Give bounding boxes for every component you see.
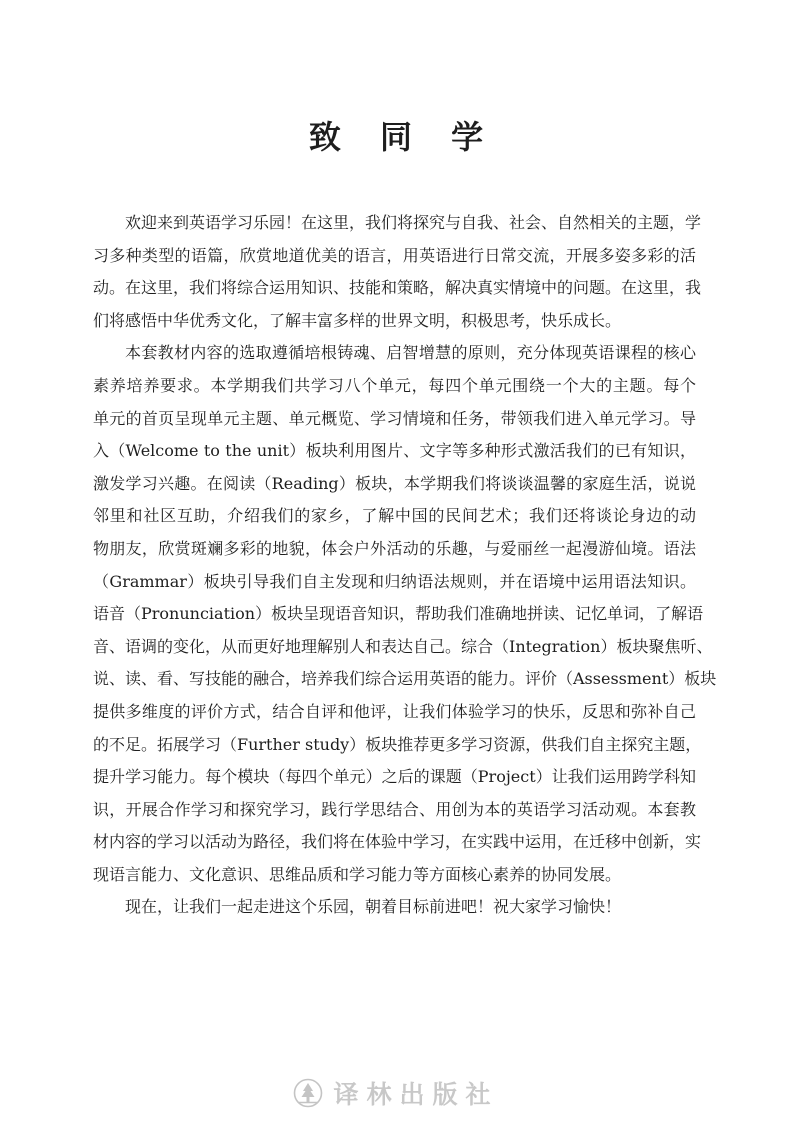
paragraph-2-line-4: 入（Welcome to the unit）板块利用图片、文字等多种形式激活我们的已有知识， [93, 441, 696, 461]
paragraph-2-line-1: 本套教材内容的选取遵循培根铸魂、启智增慧的原则，充分体现英语课程的核心 [125, 343, 696, 363]
paragraph-2-line-17: 现语言能力、文化意识、思维品质和学习能力等方面核心素养的协同发展。 [93, 864, 622, 884]
paragraph-2-line-9: 语音（Pronunciation）板块呈现语音知识，帮助我们准确地拼读、记忆单词，了解语 [93, 604, 704, 624]
paragraph-2-line-8: （Grammar）板块引导我们自主发现和归纳语法规则，并在语境中运用语法知识。 [93, 571, 696, 591]
paragraph-1-line-1: 欢迎来到英语学习乐园！在这里，我们将探究与自我、社会、自然相关的主题，学 [125, 213, 702, 232]
paragraph-2-line-6: 邻里和社区互助，介绍我们的家乡，了解中国的民间艺术；我们还将谈论身边的动 [93, 506, 696, 526]
publisher-name: 译林出版社 [333, 1080, 499, 1109]
paragraph-2-line-3: 单元的首页呈现单元主题、单元概览、学习情境和任务，带领我们进入单元学习。导 [93, 408, 696, 428]
letter-body [93, 207, 717, 924]
paragraph-2-line-12: 提供多维度的评价方式，结合自评和他评，让我们体验学习的快乐，反思和弥补自己 [93, 701, 696, 721]
paragraph-1-line-2: 习多种类型的语篇，欣赏地道优美的语言，用英语进行日常交流，开展多姿多彩的活 [93, 245, 696, 265]
paragraph-2-line-15: 识，开展合作学习和探究学习，践行学思结合、用创为本的英语学习活动观。本套教 [93, 799, 696, 819]
paragraph-2-line-2: 素养培养要求。本学期我们共学习八个单元，每四个单元围绕一个大的主题。每个 [93, 375, 696, 395]
paragraph-1-line-3: 动。在这里，我们将综合运用知识、技能和策略，解决真实情境中的问题。在这里，我 [93, 278, 702, 298]
paragraph-2-line-14: 提升学习能力。每个模块（每四个单元）之后的课题（Project）让我们运用跨学科知 [93, 767, 696, 787]
paragraph-2-line-11: 说、读、看、写技能的融合，培养我们综合运用英语的能力。评价（Assessment）板块 [93, 669, 717, 689]
paragraph-2-line-16: 材内容的学习以活动为路径，我们将在体验中学习，在实践中运用，在迁移中创新，实 [93, 832, 702, 852]
page-title: 致 同 学 [308, 118, 498, 156]
paragraph-1-line-4: 们将感悟中华优秀文化，了解丰富多样的世界文明，积极思考，快乐成长。 [93, 310, 622, 330]
publisher-forest-logo-icon [293, 1078, 323, 1108]
paragraph-2-line-10: 音、语调的变化，从而更好地理解别人和表达自己。综合（Integration）板块聚焦听、 [93, 636, 713, 656]
paragraph-2-line-7: 物朋友，欣赏斑斓多彩的地貌，体会户外活动的乐趣，与爱丽丝一起漫游仙境。语法 [93, 538, 696, 558]
publisher-footer [0, 1076, 792, 1110]
paragraph-2-line-13: 的不足。拓展学习（Further study）板块推荐更多学习资源，供我们自主探究主题， [93, 734, 702, 754]
paragraph-2-line-5: 激发学习兴趣。在阅读（Reading）板块，本学期我们将谈谈温馨的家庭生活，说说 [93, 473, 696, 493]
paragraph-3-line-1: 现在，让我们一起走进这个乐园，朝着目标前进吧！祝大家学习愉快！ [125, 897, 622, 917]
